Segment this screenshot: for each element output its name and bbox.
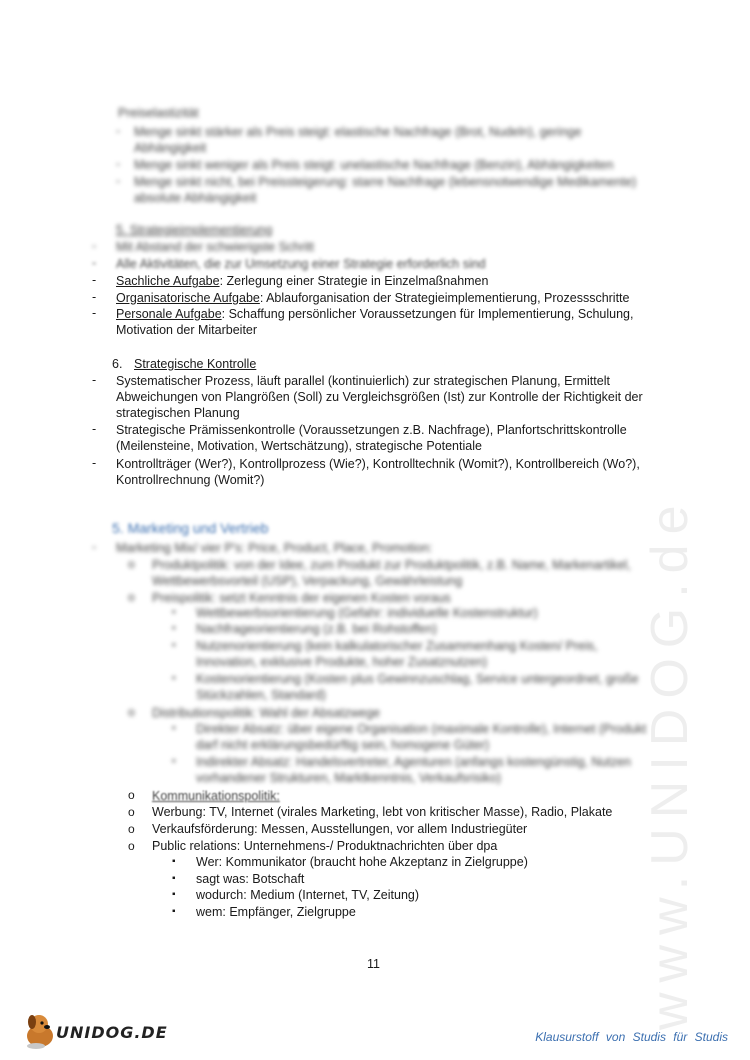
page-number: 11 xyxy=(367,957,380,971)
blurred-line: Menge sinkt weniger als Preis steigt: unelastische Nachfrage (Benzin), Abhängigkeiten xyxy=(134,158,614,172)
list-item: wem: Empfänger, Zielgruppe xyxy=(196,905,356,919)
blurred-line: Preispolitik: setzt Kenntnis der eigenen Kosten voraus xyxy=(152,591,451,605)
kommunikation-heading: Kommunikationspolitik: xyxy=(152,789,280,803)
task-text: : Zerlegung einer Strategie in Einzelmaßnahmen xyxy=(219,274,489,288)
control-item-line: Abweichungen von Plangrößen (Soll) zu Vergleichsgrößen (Ist) zur Kontrolle der Richtigkeit der xyxy=(116,390,643,404)
task-item xyxy=(116,306,633,322)
blurred-line: vorhandener Strukturen, Marktkenntnis, Verkaufsrisiko) xyxy=(196,771,501,785)
square-bullet: ▪ xyxy=(172,873,176,884)
blurred-section-heading: 5. Strategieimplementierung xyxy=(116,223,273,237)
circle-bullet: o xyxy=(128,705,135,719)
control-item-line: strategischen Planung xyxy=(116,406,240,420)
dash-bullet: - xyxy=(92,422,97,436)
marketing-heading: 5. Marketing und Vertrieb xyxy=(112,520,269,536)
dash-bullet: - xyxy=(92,540,97,554)
square-bullet: ▪ xyxy=(172,640,176,651)
circle-bullet: o xyxy=(128,590,135,604)
blurred-line: Mit Abstand der schwierigste Schritt xyxy=(116,240,314,254)
blurred-line: Distributionspolitik: Wahl der Absatzwege xyxy=(152,706,381,720)
blurred-line: Produktpolitik: von der Idee, zum Produkt zur Produktpolitik, z.B. Name, Markenartikel, xyxy=(152,558,631,572)
blurred-line: Nutzenorientierung (kein kalkulatorischer Zusammenhang Kosten/ Preis, xyxy=(196,639,598,653)
blurred-line: Innovation, exklusive Produkte, hoher Zusatznutzen) xyxy=(196,655,488,669)
list-item: wodurch: Medium (Internet, TV, Zeitung) xyxy=(196,888,420,902)
square-bullet: ▪ xyxy=(172,607,176,618)
list-item: sagt was: Botschaft xyxy=(196,872,305,886)
blurred-line: darf nicht erklärungsbedürftig sein, homogene Güter) xyxy=(196,738,490,752)
square-bullet: ▪ xyxy=(172,889,176,900)
task-label: Sachliche Aufgabe xyxy=(116,274,220,288)
square-bullet: ▪ xyxy=(172,856,176,867)
blurred-line: Menge sinkt stärker als Preis steigt: elastische Nachfrage (Brot, Nudeln), geringe xyxy=(134,125,582,139)
circle-bullet: o xyxy=(128,788,135,802)
task-continuation: Motivation der Mitarbeiter xyxy=(116,323,258,337)
list-item: Verkaufsförderung: Messen, Ausstellungen, vor allem Industriegüter xyxy=(152,822,528,836)
blurred-line: Alle Aktivitäten, die zur Umsetzung einer Strategie erforderlich sind xyxy=(116,257,486,271)
blurred-line: Nachfrageorientierung (z.B. bei Rohstoffen) xyxy=(196,622,437,636)
blurred-line: Wettbewerbsvorteil (USP), Verpackung, Gewährleistung xyxy=(152,574,463,588)
section-heading: Strategische Kontrolle xyxy=(134,357,257,371)
blurred-line: Marketing Mix/ vier P's: Price, Product, Place, Promotion: xyxy=(116,541,433,555)
circle-bullet: o xyxy=(128,839,135,853)
task-item xyxy=(116,290,630,306)
square-bullet: ▪ xyxy=(172,623,176,634)
blurred-line: absolute Abhängigkeit xyxy=(134,191,257,205)
square-bullet: ▪ xyxy=(172,756,176,767)
dash-bullet: - xyxy=(116,157,121,171)
dash-bullet: - xyxy=(92,256,97,270)
list-item: Public relations: Unternehmens-/ Produktnachrichten über dpa xyxy=(152,839,498,853)
circle-bullet: o xyxy=(128,557,135,571)
dash-bullet: - xyxy=(116,124,121,138)
square-bullet: ▪ xyxy=(172,673,176,684)
watermark: www.UNIDOG.de xyxy=(641,495,699,1030)
blurred-line: Wettbewerbsorientierung (Gefahr: individuelle Kostenstruktur) xyxy=(196,606,538,620)
task-text: : Ablauforganisation der Strategieimplementierung, Prozessschritte xyxy=(259,291,630,305)
control-item-line: Kontrollträger (Wer?), Kontrollprozess (Wie?), Kontrolltechnik (Womit?), Kontrollbereich (Wo?), xyxy=(116,457,640,471)
blurred-line: Stückzahlen, Standard) xyxy=(196,688,326,702)
blurred-line: Indirekter Absatz: Handelsvertreter, Agenturen (anfangs kostengünstig, Nutzen xyxy=(196,755,631,769)
blurred-line: Menge sinkt nicht, bei Preissteigerung: starre Nachfrage (lebensnotwendige Medikamente) xyxy=(134,175,637,189)
dash-bullet: - xyxy=(92,273,97,287)
dash-bullet: - xyxy=(92,239,97,253)
list-item: Wer: Kommunikator (braucht hohe Akzeptanz in Zielgruppe) xyxy=(196,855,528,869)
dash-bullet: - xyxy=(92,456,97,470)
blurred-line: Abhängigkeit xyxy=(134,141,207,155)
circle-bullet: o xyxy=(128,805,135,819)
list-item: Werbung: TV, Internet (virales Marketing, lebt von kritischer Masse), Radio, Plakate xyxy=(152,805,613,819)
blurred-heading: Preiselastizität xyxy=(118,106,199,120)
footer-tagline: Klausurstoff von Studis für Studis xyxy=(535,1030,728,1044)
blurred-line: Direkter Absatz: über eigene Organisation (maximale Kontrolle), Internet (Produkt xyxy=(196,722,647,736)
task-label: Personale Aufgabe xyxy=(116,307,222,321)
control-item-line: Systematischer Prozess, läuft parallel (kontinuierlich) zur strategischen Planung, Ermittelt xyxy=(116,374,610,388)
control-item-line: (Meilensteine, Motivation, Wertschätzung), strategische Potentiale xyxy=(116,439,482,453)
control-item-line: Strategische Prämissenkontrolle (Voraussetzungen z.B. Nachfrage), Planfortschrittskontrolle xyxy=(116,423,627,437)
dash-bullet: - xyxy=(92,373,97,387)
square-bullet: ▪ xyxy=(172,906,176,917)
dash-bullet: - xyxy=(92,306,97,320)
square-bullet: ▪ xyxy=(172,723,176,734)
task-text: : Schaffung persönlicher Voraussetzungen für Implementierung, Schulung, xyxy=(221,307,634,321)
logo-text: UNIDOG.DE xyxy=(56,1023,168,1042)
blurred-line: Kostenorientierung (Kosten plus Gewinnzuschlag, Service untergeordnet, große xyxy=(196,672,639,686)
control-item-line: Kontrollrechnung (Womit?) xyxy=(116,473,265,487)
dash-bullet: - xyxy=(116,174,121,188)
section-number: 6. xyxy=(112,357,123,371)
task-label: Organisatorische Aufgabe xyxy=(116,291,260,305)
circle-bullet: o xyxy=(128,822,135,836)
task-item xyxy=(116,273,488,289)
dash-bullet: - xyxy=(92,290,97,304)
